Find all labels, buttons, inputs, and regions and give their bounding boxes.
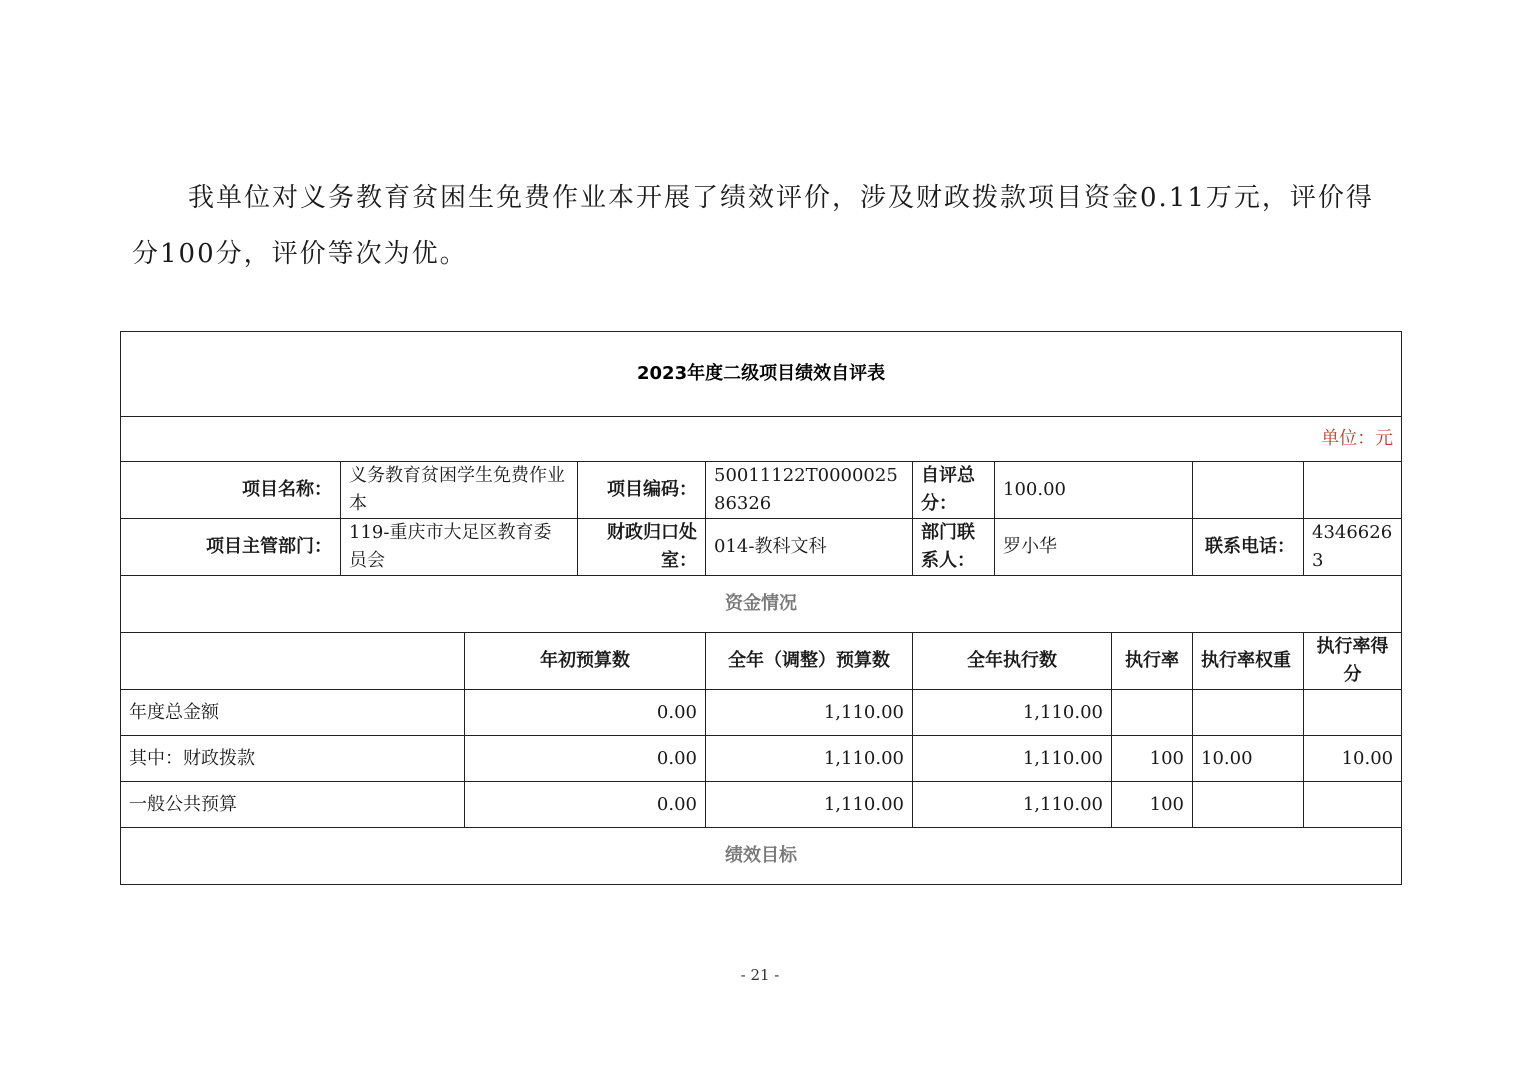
- row-weight: [1193, 782, 1304, 828]
- goals-section-title: 绩效目标: [121, 828, 1402, 885]
- row-executed: 1,110.00: [913, 782, 1112, 828]
- score-label: 自评总分：: [913, 462, 995, 519]
- row-weight: [1193, 690, 1304, 736]
- header-rate-score: 执行率得分: [1304, 633, 1402, 690]
- table-row: [121, 736, 1402, 782]
- empty-cell: [1304, 462, 1402, 519]
- row-label: 一般公共预算: [121, 782, 465, 828]
- row-score: [1304, 690, 1402, 736]
- row-adjusted: 1,110.00: [706, 782, 913, 828]
- project-code-label: 项目编码：: [578, 462, 706, 519]
- funds-header-blank: [121, 633, 465, 690]
- row-label: 其中：财政拨款: [121, 736, 465, 782]
- performance-table: [120, 331, 1402, 885]
- row-adjusted: 1,110.00: [706, 690, 913, 736]
- project-name-label: 项目名称：: [121, 462, 341, 519]
- project-name-value: 义务教育贫困学生免费作业本: [341, 462, 578, 519]
- row-rate: 100: [1112, 782, 1193, 828]
- row-initial: 0.00: [465, 736, 706, 782]
- intro-paragraph: 我单位对义务教育贫困生免费作业本开展了绩效评价，涉及财政拨款项目资金0.11万元，评价得分100分，评价等次为优。: [132, 183, 1374, 269]
- finance-value: 014-教科文科: [706, 519, 913, 576]
- phone-value: 43466263: [1304, 519, 1402, 576]
- header-executed: 全年执行数: [913, 633, 1112, 690]
- table-row: [121, 782, 1402, 828]
- row-score: [1304, 782, 1402, 828]
- header-rate: 执行率: [1112, 633, 1193, 690]
- header-adjusted-budget: 全年（调整）预算数: [706, 633, 913, 690]
- row-initial: 0.00: [465, 782, 706, 828]
- row-executed: 1,110.00: [913, 690, 1112, 736]
- dept-value: 119-重庆市大足区教育委员会: [341, 519, 578, 576]
- header-initial-budget: 年初预算数: [465, 633, 706, 690]
- row-rate: 100: [1112, 736, 1193, 782]
- empty-cell: [1193, 462, 1304, 519]
- project-code-value: 50011122T000002586326: [706, 462, 913, 519]
- row-label: 年度总金额: [121, 690, 465, 736]
- unit-label: 单位：元: [121, 417, 1402, 462]
- row-adjusted: 1,110.00: [706, 736, 913, 782]
- row-executed: 1,110.00: [913, 736, 1112, 782]
- page-number: - 21 -: [740, 966, 780, 984]
- contact-value: 罗小华: [995, 519, 1193, 576]
- table-row: [121, 690, 1402, 736]
- funds-section-title: 资金情况: [121, 576, 1402, 633]
- score-value: 100.00: [995, 462, 1193, 519]
- table-title: 2023年度二级项目绩效自评表: [121, 332, 1402, 417]
- dept-label: 项目主管部门：: [121, 519, 341, 576]
- phone-label: 联系电话：: [1193, 519, 1304, 576]
- finance-label: 财政归口处室：: [578, 519, 706, 576]
- row-weight: 10.00: [1193, 736, 1304, 782]
- row-initial: 0.00: [465, 690, 706, 736]
- row-score: 10.00: [1304, 736, 1402, 782]
- header-weight: 执行率权重: [1193, 633, 1304, 690]
- row-rate: [1112, 690, 1193, 736]
- contact-label: 部门联系人：: [913, 519, 995, 576]
